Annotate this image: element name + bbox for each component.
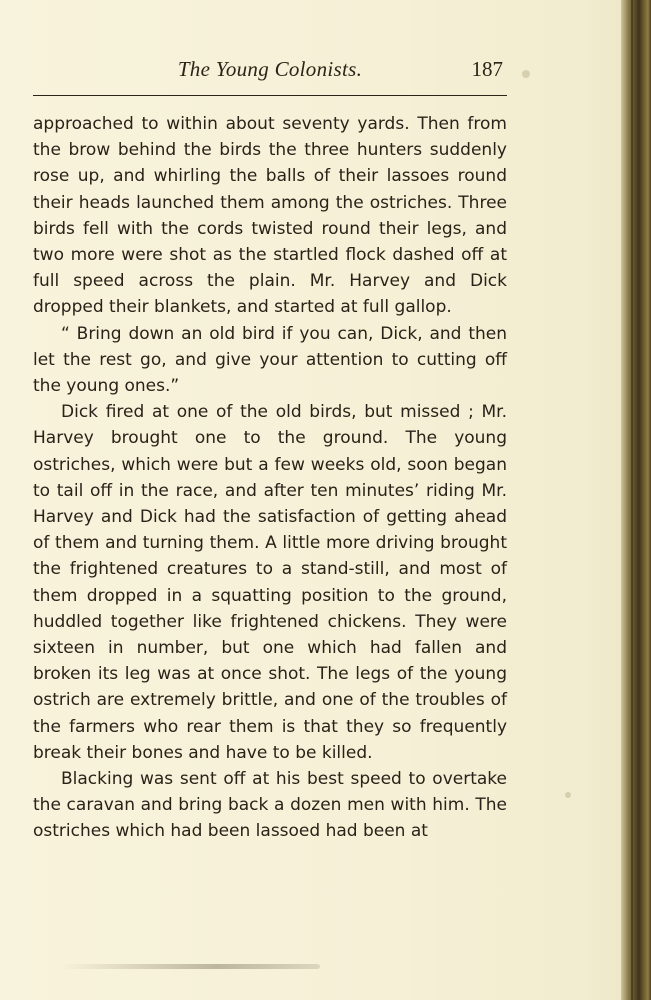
paragraph-3: Dick fired at one of the old birds, but missed ; Mr. Harvey brought one to the ground. The young ostriches, which were but a few weeks old, soon began to tail off in the race, and after ten minutes’ riding Mr. Harvey and Dick had the satisfaction of getting ahead of them and turning them. A little more driving brought the frightened creatures to a stand-still, and most of them dropped in a squatting position to the ground, huddled together like frightened chickens. They were sixteen in number, but one which had fallen and broken its leg was at once shot. The legs of the young ostrich are extremely brittle, and one of the troubles of the farmers who rear them is that they so frequently break their bones and have to be killed. (33, 402, 507, 763)
header-rule (33, 95, 507, 96)
paper-speck (565, 792, 571, 798)
paragraph-4: Blacking was sent off at his best speed to overtake the caravan and bring back a dozen men with him. The ostriches which had been lassoed had been at (33, 769, 507, 842)
paragraph-2: “ Bring down an old bird if you can, Dick, and then let the rest go, and give your attention to cutting off the young ones.” (33, 323, 507, 397)
paper-speck (522, 70, 530, 78)
book-binding-edge (621, 0, 651, 1000)
running-title: The Young Colonists. (177, 57, 363, 81)
page-header (33, 55, 507, 93)
binding-stripe (631, 0, 633, 1000)
body-text (33, 111, 507, 845)
paragraph-1: approached to within about seventy yards. Then from the brow behind the birds the three hunters suddenly rose up, and whirling the balls of their lassoes round their heads launched them among the ostriches. Three birds fell with the cords twisted round their legs, and two more were shot as the startled flock dashed off at full speed across the plain. Mr. Harvey and Dick dropped their blankets, and started at full gallop. (33, 114, 507, 318)
page-number: 187 (471, 57, 503, 81)
page-shadow (60, 964, 320, 969)
